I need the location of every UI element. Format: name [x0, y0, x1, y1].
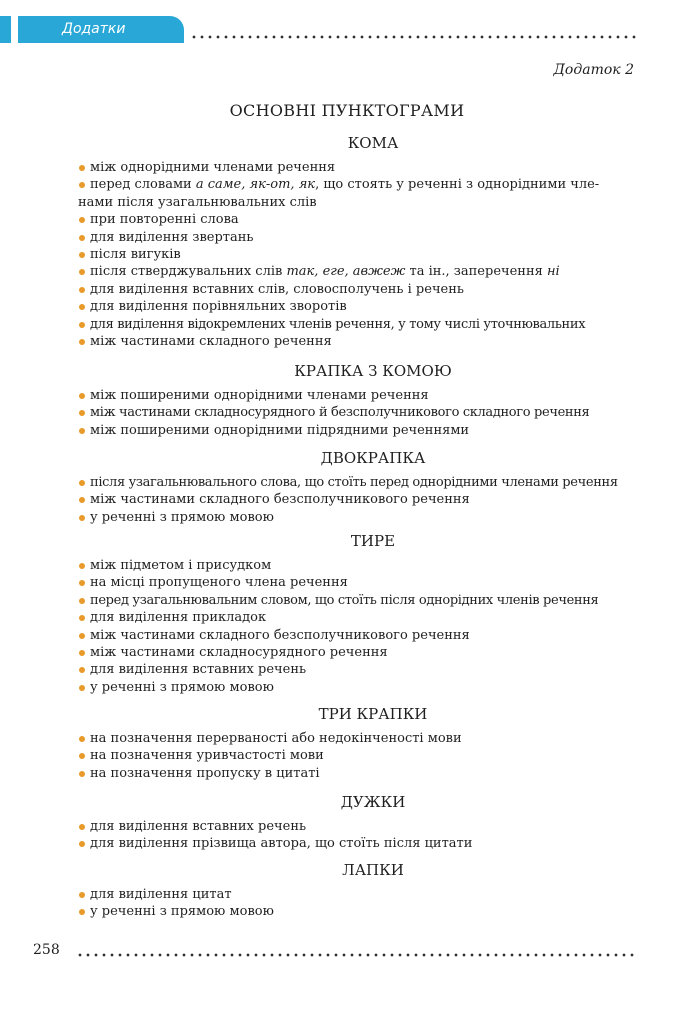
list-item: для виділення відокремлених членів речення, у тому числі уточнювальних: [78, 316, 638, 333]
section-tyre: [78, 531, 638, 696]
list-item: після узагальнювального слова, що стоїть перед однорідними членами речення: [78, 474, 638, 491]
section-heading: ДВОКРАПКА: [320, 449, 426, 467]
section-lapky: [78, 860, 638, 921]
list-item: між однорідними членами речення: [78, 159, 638, 176]
bullet-icon: [79, 322, 85, 328]
list-item: між частинами складного речення: [78, 333, 638, 350]
list-item: для виділення вставних слів, словосполучень і речень: [78, 281, 638, 298]
section-heading: ТРИ КРАПКИ: [318, 705, 428, 723]
list-item: після стверджувальних слів так, еге, авжеж та ін., заперечення ні: [78, 263, 638, 280]
list-item: між поширеними однорідними членами речення: [78, 387, 638, 404]
footer-dotted-rule: [76, 953, 636, 957]
list-item: між частинами складного безсполучникового речення: [78, 491, 638, 508]
bullet-icon: [79, 480, 85, 486]
list-item: для виділення вставних речень: [78, 661, 638, 678]
bullet-icon: [79, 598, 85, 604]
section-koma: [78, 133, 638, 350]
list-item: між підметом і присудком: [78, 557, 638, 574]
bullet-icon: [79, 633, 85, 639]
list-item: між частинами складносурядного речення: [78, 644, 638, 661]
list-item: між частинами складносурядного й безсполучникового складного речення: [78, 404, 638, 421]
bullet-icon: [79, 685, 85, 691]
rule-list: [78, 557, 638, 696]
bullet-icon: [79, 771, 85, 777]
bullet-icon: [79, 892, 85, 898]
rule-list: [78, 387, 638, 439]
bullet-icon: [79, 736, 85, 742]
section-heading: КОМА: [347, 134, 399, 152]
bullet-icon: [79, 650, 85, 656]
bullet-icon: [79, 428, 85, 434]
list-item: на місці пропущеного члена речення: [78, 574, 638, 591]
list-item: для виділення прізвища автора, що стоїть після цитати: [78, 835, 638, 852]
section-krapka-z-komoyu: [78, 361, 638, 439]
bullet-icon: [79, 304, 85, 310]
bullet-icon: [79, 217, 85, 223]
list-item: між поширеними однорідними підрядними реченнями: [78, 422, 638, 439]
bullet-icon: [79, 615, 85, 621]
bullet-icon: [79, 515, 85, 521]
bullet-icon: [79, 165, 85, 171]
list-item: у реченні з прямою мовою: [78, 679, 638, 696]
rule-list: [78, 818, 638, 853]
list-item: для виділення цитат: [78, 886, 638, 903]
section-heading: ДУЖКИ: [340, 793, 406, 811]
list-item: після вигуків: [78, 246, 638, 263]
bullet-icon: [79, 841, 85, 847]
rule-list: [78, 474, 638, 526]
rule-list: [78, 730, 638, 782]
list-item: у реченні з прямою мовою: [78, 509, 638, 526]
list-item: для виділення вставних речень: [78, 818, 638, 835]
appendix-label: Додаток 2: [553, 62, 634, 78]
bullet-icon: [79, 580, 85, 586]
page-number: 258: [33, 942, 60, 958]
section-try-krapky: [78, 704, 638, 782]
running-header: [0, 16, 690, 43]
bullet-icon: [79, 287, 85, 293]
list-item: для виділення прикладок: [78, 609, 638, 626]
list-item: на позначення перерваності або недокінченості мови: [78, 730, 638, 747]
section-tab: Додатки: [18, 16, 184, 43]
bullet-icon: [79, 393, 85, 399]
page-title: ОСНОВНІ ПУНКТОГРАМИ: [229, 101, 465, 120]
bullet-icon: [79, 410, 85, 416]
rule-list: [78, 159, 638, 350]
section-duzhky: [78, 792, 638, 853]
section-dvokrapka: [78, 448, 638, 526]
section-heading: ТИРЕ: [350, 532, 396, 550]
bullet-icon: [79, 269, 85, 275]
header-dotted-rule: [190, 35, 636, 39]
bullet-icon: [79, 235, 85, 241]
bullet-icon: [79, 252, 85, 258]
section-heading: ЛАПКИ: [342, 861, 404, 879]
rule-list: [78, 886, 638, 921]
list-item: перед словами а саме, як-от, як, що стоять у реченні з однорідними чле- нами після узагальнювальних слів: [78, 177, 600, 210]
list-item: при повторенні слова: [78, 211, 638, 228]
list-item: у реченні з прямою мовою: [78, 903, 638, 920]
section-heading: КРАПКА З КОМОЮ: [294, 362, 452, 380]
bullet-icon: [79, 563, 85, 569]
bullet-icon: [79, 182, 85, 188]
bullet-icon: [79, 497, 85, 503]
bullet-icon: [79, 824, 85, 830]
bullet-icon: [79, 667, 85, 673]
list-item: між частинами складного безсполучникового речення: [78, 627, 638, 644]
list-item: для виділення порівняльних зворотів: [78, 298, 638, 315]
bullet-icon: [79, 753, 85, 759]
bullet-icon: [79, 339, 85, 345]
list-item: на позначення уривчастості мови: [78, 747, 638, 764]
bullet-icon: [79, 909, 85, 915]
header-tab-stub: [0, 16, 11, 43]
list-item: перед узагальнювальним словом, що стоїть після однорідних членів речення: [78, 592, 638, 609]
list-item: на позначення пропуску в цитаті: [78, 765, 638, 782]
list-item: для виділення звертань: [78, 229, 638, 246]
